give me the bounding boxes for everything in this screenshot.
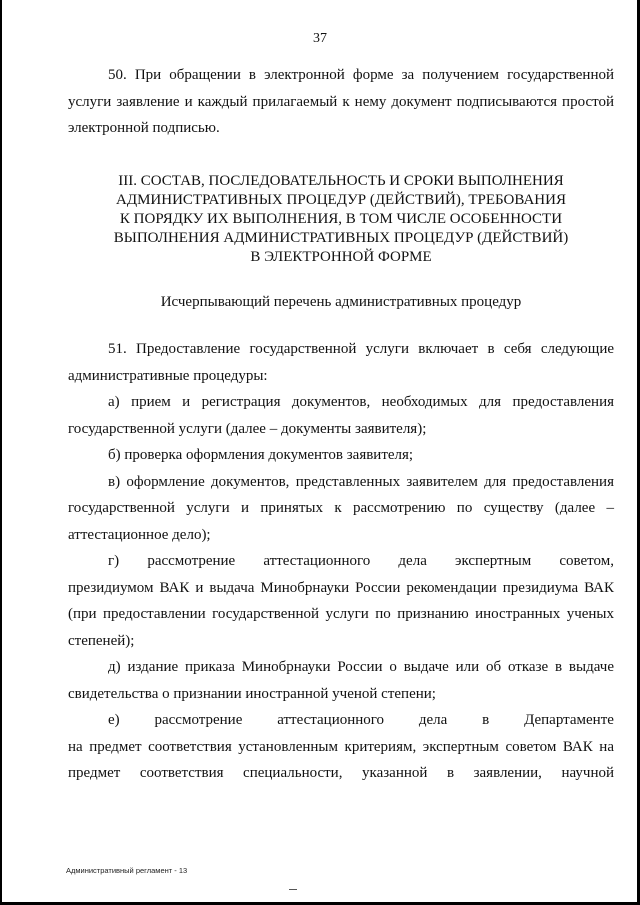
word: Департаменте: [524, 712, 614, 728]
list-item-e-first-line: [68, 707, 614, 734]
word: е): [108, 712, 120, 728]
word: рассмотрение: [147, 553, 236, 569]
list-item-d: д) издание приказа Минобрнауки России о выдаче или об отказе в выдаче свидетельства о признании иностранной ученой степени;: [68, 659, 614, 702]
word: аттестационного: [263, 553, 371, 569]
list-item-e: [68, 707, 614, 787]
list-item-g-first-line: [68, 548, 614, 575]
list-item-b: б) проверка оформления документов заявителя;: [108, 447, 414, 463]
section-heading-line: В ЭЛЕКТРОННОЙ ФОРМЕ: [250, 248, 432, 265]
page-content: [68, 62, 614, 787]
word: советом,: [559, 553, 614, 569]
list-item-v: в) оформление документов, представленных заявителем для предоставления государственной услуги и принятых к рассмотрению по существу (далее – аттестационное дело);: [68, 473, 614, 543]
word: дела: [418, 712, 448, 728]
word: в: [482, 712, 490, 728]
word: рассмотрение: [154, 712, 243, 728]
list-item-e-continuation: на предмет соответствия установленным критериям, экспертным советом ВАК на предмет соответствия специальности, указанной в заявлении, научной: [68, 738, 614, 781]
word: г): [108, 553, 120, 569]
section-heading-line: АДМИНИСТРАТИВНЫХ ПРОЦЕДУР (ДЕЙСТВИЙ), ТРЕБОВАНИЯ: [116, 191, 566, 208]
bottom-mark: [289, 889, 297, 890]
word: экспертным: [455, 553, 532, 569]
section-heading-line: ВЫПОЛНЕНИЯ АДМИНИСТРАТИВНЫХ ПРОЦЕДУР (ДЕЙСТВИЙ): [113, 229, 569, 246]
list-item-g: [68, 548, 614, 654]
paragraph-51: 51. Предоставление государственной услуги включает в себя следующие административные процедуры:: [68, 341, 614, 384]
page-number: 37: [313, 31, 327, 46]
page-footer: Административный регламент - 13: [66, 866, 188, 875]
paragraph-50: 50. При обращении в электронной форме за получением государственной услуги заявление и каждый прилагаемый к нему документ подписываются простой электронной подписью.: [68, 67, 614, 136]
list-item-a: а) прием и регистрация документов, необходимых для предоставления государственной услуги (далее – документы заявителя);: [68, 394, 614, 437]
scan-edge-left: [0, 0, 2, 905]
word: аттестационного: [277, 712, 385, 728]
section-heading-line: III. СОСТАВ, ПОСЛЕДОВАТЕЛЬНОСТЬ И СРОКИ ВЫПОЛНЕНИЯ: [118, 172, 564, 189]
section-heading-line: К ПОРЯДКУ ИХ ВЫПОЛНЕНИЯ, В ТОМ ЧИСЛЕ ОСОБЕННОСТИ: [119, 210, 563, 227]
list-item-g-continuation: президиумом ВАК и выдача Минобрнауки России рекомендации президиума ВАК (при предоставлении государственной услуги по признанию иностранных ученых степеней);: [68, 579, 614, 649]
word: дела: [398, 553, 427, 569]
subsection-heading: Исчерпывающий перечень административных процедур: [160, 293, 522, 310]
section-heading: [68, 172, 614, 267]
